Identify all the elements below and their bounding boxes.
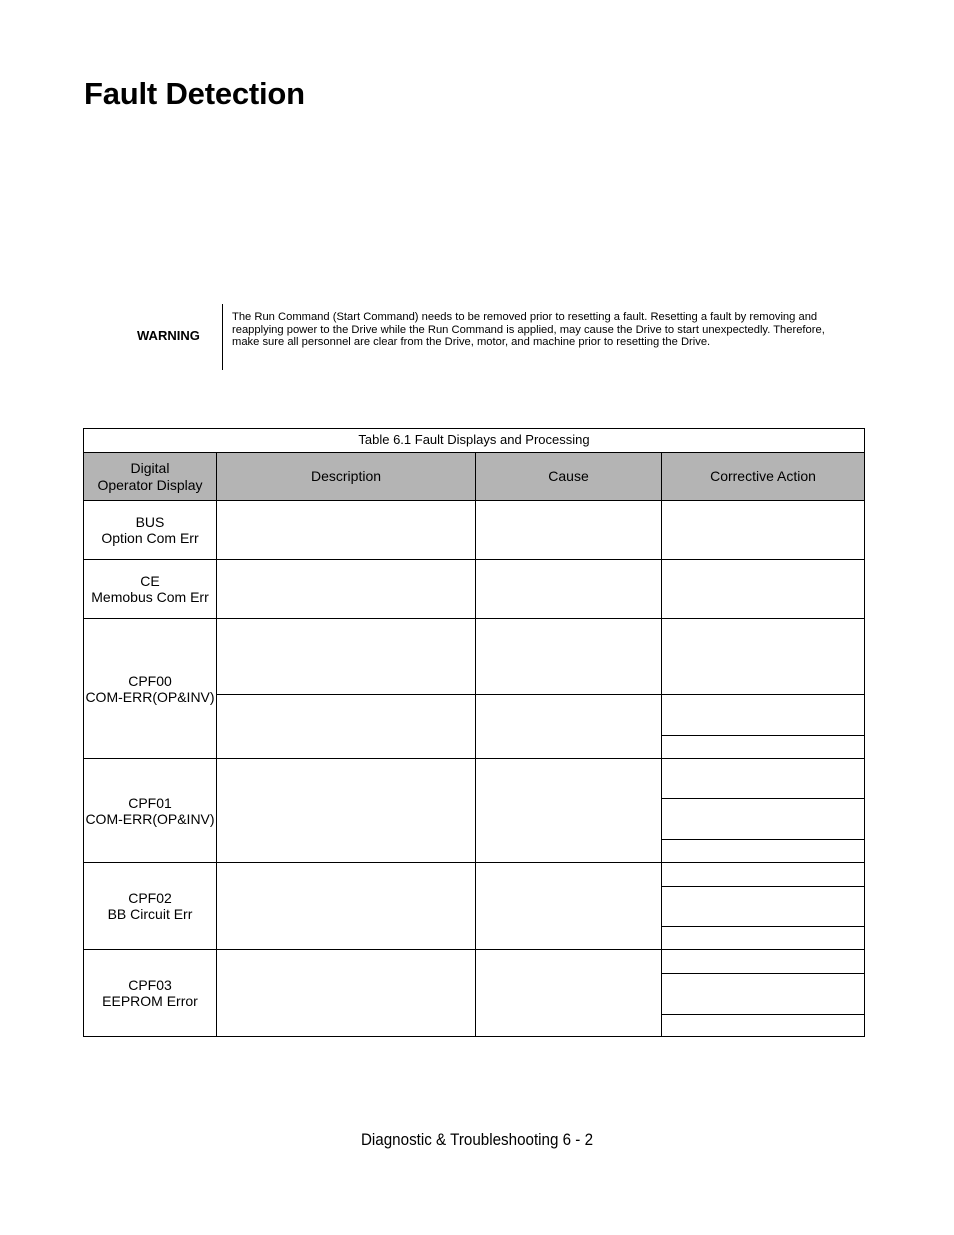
warning-text: The Run Command (Start Command) needs to be removed prior to resetting a fault. Resetting a fault by removing and reapplying power to the Drive while the Run Command is applied, may cause the Drive to start unexpectedly. Therefore, make sure all personnel are clear from the Drive, motor, and machine prior to resetting the Drive. xyxy=(232,311,825,349)
subrow-divider xyxy=(661,973,864,974)
fault-code: CPF02 xyxy=(128,890,172,906)
fault-name: COM-ERR(OP&INV) xyxy=(85,810,215,827)
fault-code: CPF00 xyxy=(128,672,172,689)
header-display-line2: Operator Display xyxy=(97,476,203,493)
fault-code: BUS xyxy=(135,514,165,530)
fault-code: CPF03 xyxy=(128,977,172,993)
subrow-divider xyxy=(216,694,864,695)
page-title: Fault Detection xyxy=(84,76,305,111)
page-footer: Diagnostic & Troubleshooting 6 - 2 xyxy=(360,1131,594,1149)
row-divider xyxy=(84,618,864,619)
fault-name: Memobus Com Err xyxy=(91,589,209,605)
subrow-divider xyxy=(661,886,864,887)
row-divider xyxy=(84,862,864,863)
fault-name: EEPROM Error xyxy=(102,993,198,1009)
row-divider xyxy=(84,559,864,560)
subrow-divider xyxy=(661,1014,864,1015)
subrow-divider xyxy=(661,839,864,840)
fault-name: Option Com Err xyxy=(101,530,199,546)
subrow-divider xyxy=(661,926,864,927)
row-divider xyxy=(84,500,864,501)
row-divider xyxy=(84,949,864,950)
table-row xyxy=(84,619,216,758)
table-row xyxy=(84,560,216,618)
table-row xyxy=(84,950,216,1036)
header-display xyxy=(84,453,216,500)
header-cause: Cause xyxy=(476,453,661,500)
header-corrective-action: Corrective Action xyxy=(662,453,864,500)
warning-label: WARNING xyxy=(137,328,200,343)
fault-name: COM-ERR(OP&INV) xyxy=(85,688,215,705)
warning-divider xyxy=(222,304,223,370)
table-row xyxy=(84,759,216,862)
subrow-divider xyxy=(661,735,864,736)
fault-code: CE xyxy=(140,573,160,589)
row-divider xyxy=(84,758,864,759)
fault-name: BB Circuit Err xyxy=(107,906,193,922)
fault-code: CPF01 xyxy=(128,794,172,811)
table-row xyxy=(84,863,216,949)
table-row xyxy=(84,501,216,559)
header-display-line1: Digital xyxy=(130,459,170,476)
fault-table xyxy=(83,428,865,1037)
table-caption: Table 6.1 Fault Displays and Processing xyxy=(84,429,864,453)
subrow-divider xyxy=(661,798,864,799)
header-description: Description xyxy=(217,453,475,500)
